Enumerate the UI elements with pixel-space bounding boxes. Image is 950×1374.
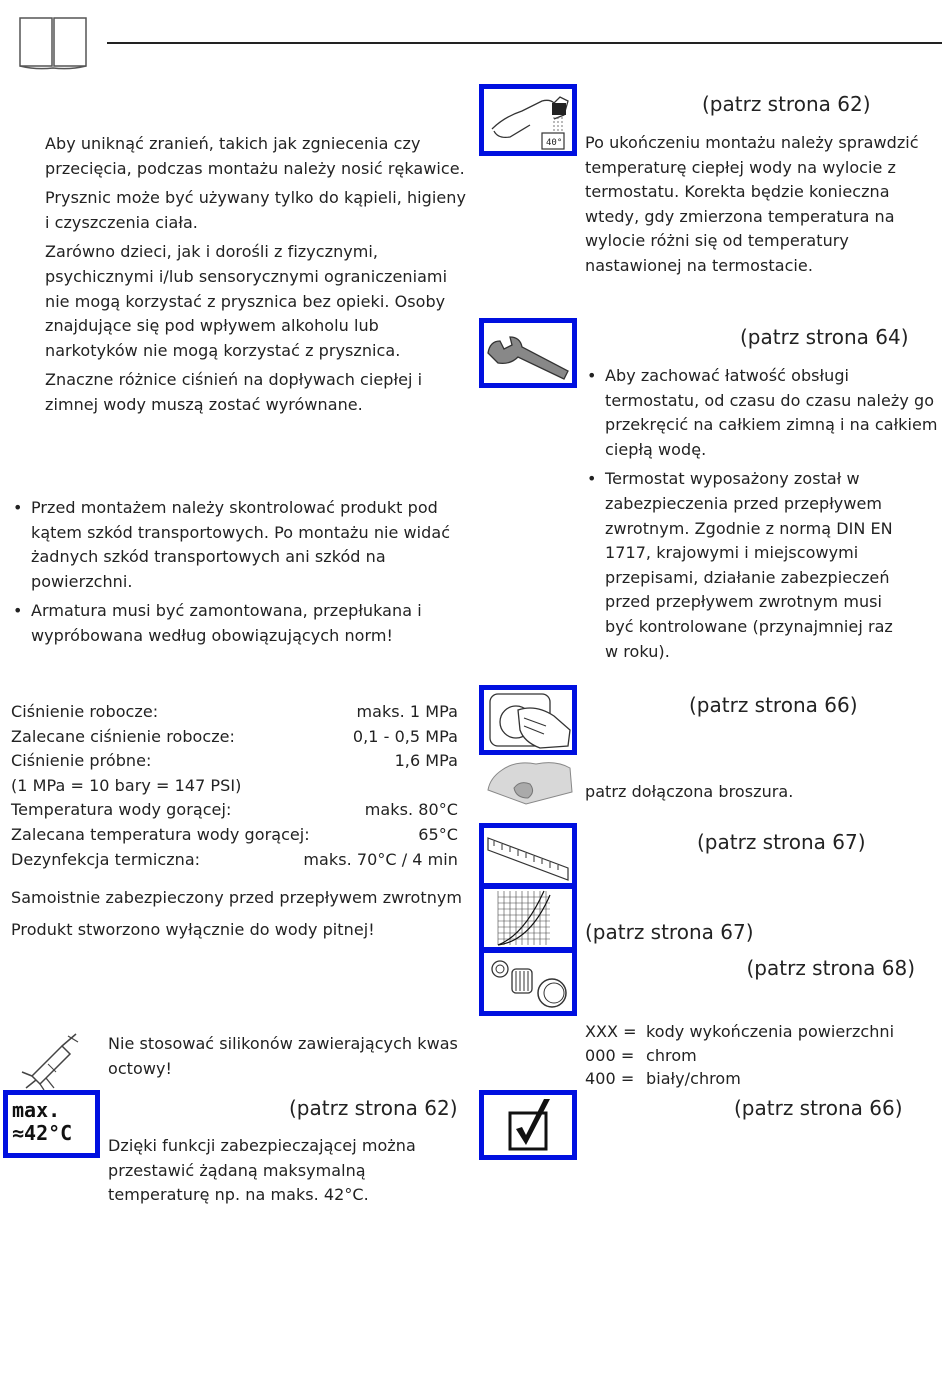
- flow-page-ref: (patrz strona 67): [585, 920, 754, 944]
- header-rule: [107, 42, 942, 44]
- spec-row: [11, 774, 458, 799]
- calibration-page-ref: (patrz strona 62): [702, 92, 871, 116]
- safety-paragraph: Prysznic może być używany tylko do kąpieli, higieny i czyszczenia ciała.: [45, 188, 466, 232]
- finish-code: 400 =: [585, 1069, 635, 1089]
- install-notes: [11, 496, 451, 654]
- maintenance-bullet: • Aby zachować łatwość obsługi termostatu, od czasu do czasu należy go przekręcić na całkiem zimną i na całkiem ciepłą wodę.: [585, 364, 945, 462]
- finish-codes: [585, 1020, 945, 1092]
- wrench-icon: [479, 318, 577, 388]
- spec-row: [11, 725, 458, 750]
- silicone-gun-icon: [18, 1032, 82, 1094]
- spec-row: [11, 749, 458, 774]
- parts-page-ref: (patrz strona 68): [746, 956, 915, 980]
- backflow-note: Samoistnie zabezpieczony przed przepływem zwrotnym: [11, 888, 463, 907]
- cleaning-hand-icon: [486, 758, 574, 816]
- install-bullet: • Armatura musi być zamontowana, przepłukana i wypróbowana według obowiązujących norm!: [11, 599, 451, 648]
- maintenance-bullet: • Termostat wyposażony został w zabezpieczenia przed przepływem zwrotnym. Zgodnie z normą DIN EN 1717, krajowymi i miejscowymi przepisami, działanie zabezpieczeń przed przepływem zwrotnym musi być kontrolowane (przynajmniej raz w roku).: [585, 467, 905, 664]
- test-checkmark-icon: [479, 1090, 577, 1160]
- max-icon-line2: ≈42°C: [12, 1121, 73, 1145]
- max-temp-text: Dzięki funkcji zabezpieczającej można przestawić żądaną maksymalną temperaturę np. na maks. 42°C.: [108, 1136, 416, 1205]
- safety-paragraph: Zarówno dzieci, jak i dorośli z fizycznymi, psychicznymi i/lub sensorycznymi ograniczeniami nie mogą korzystać z prysznica bez opieki. Osoby znajdujące się pod wpływem alkoholu lub narkotyków nie mogą korzystać z prysznica.: [45, 242, 448, 360]
- safety-paragraph: Aby uniknąć zranień, takich jak zgniecenia czy przecięcia, podczas montażu należy nosić rękawice.: [45, 134, 465, 178]
- max-temperature-icon: [3, 1090, 100, 1158]
- install-bullet: • Przed montażem należy skontrolować produkt pod kątem szkód transportowych. Po montażu nie widać żadnych szkód transportowych ani szkód na powierzchni.: [11, 496, 451, 594]
- spare-parts-icon: [479, 948, 577, 1016]
- safety-paragraph: Znaczne różnice ciśnień na dopływach ciepłej i zimnej wody muszą zostać wyrównane.: [45, 370, 423, 414]
- dimensions-page-ref: (patrz strona 67): [697, 830, 866, 854]
- operation-handle-icon: [479, 685, 577, 755]
- spec-label: Ciśnienie próbne:: [11, 751, 152, 771]
- spec-value: 1,6 MPa: [394, 751, 458, 771]
- spec-row: [11, 700, 458, 725]
- finish-code: 000 =: [585, 1045, 635, 1065]
- spec-label: Zalecana temperatura wody gorącej:: [11, 824, 310, 844]
- calibration-icon: [479, 84, 577, 156]
- finish-name: kody wykończenia powierzchni: [646, 1022, 895, 1041]
- spec-value: maks. 1 MPa: [356, 702, 458, 721]
- test-page-ref: (patrz strona 66): [734, 1096, 903, 1120]
- max-temp-page-ref: (patrz strona 62): [289, 1096, 458, 1120]
- finish-row: [585, 1067, 945, 1092]
- manual-book-icon: [18, 14, 88, 74]
- finish-row: [585, 1020, 945, 1045]
- spec-value: maks. 80°C: [364, 800, 458, 820]
- finish-name: biały/chrom: [646, 1069, 741, 1089]
- technical-specs: [11, 700, 458, 872]
- safety-section: [45, 132, 467, 423]
- spec-row: [11, 848, 458, 873]
- spec-row: [11, 798, 458, 823]
- finish-code: XXX =: [585, 1022, 637, 1041]
- maintenance-notes: [585, 364, 945, 669]
- calibration-text: Po ukończeniu montażu należy sprawdzić temperaturę ciepłej wody na wylocie z termostatu. Korekta będzie konieczna wtedy, gdy zmierzona temperatura na wylocie różni się od temperatury nastawionej na termostacie.: [585, 133, 919, 275]
- spec-value: maks. 70°C / 4 min: [303, 849, 458, 869]
- calibration-icon-readout: 40°: [546, 138, 563, 148]
- operation-page-ref: (patrz strona 66): [689, 693, 858, 717]
- spec-label: Temperatura wody gorącej:: [11, 800, 232, 820]
- max-icon-line1: max.: [12, 1098, 61, 1122]
- spec-value: 65°C: [418, 824, 458, 844]
- spec-label: (1 MPa = 10 bary = 147 PSI): [11, 775, 242, 795]
- spec-row: [11, 823, 458, 848]
- spec-label: Dezynfekcja termiczna:: [11, 849, 201, 869]
- finish-name: chrom: [646, 1045, 697, 1065]
- spec-label: Ciśnienie robocze:: [11, 702, 159, 721]
- spec-label: Zalecane ciśnienie robocze:: [11, 726, 235, 746]
- silicone-warning: Nie stosować silikonów zawierających kwas octowy!: [108, 1034, 458, 1078]
- spec-value: 0,1 - 0,5 MPa: [352, 726, 458, 746]
- finish-row: [585, 1044, 945, 1069]
- dimensions-ruler-icon: [479, 823, 577, 888]
- maintenance-page-ref: (patrz strona 64): [740, 325, 909, 349]
- flow-diagram-icon: [479, 884, 577, 952]
- drinking-water-note: Produkt stworzono wyłącznie do wody pitnej!: [11, 920, 375, 939]
- cleaning-text: patrz dołączona broszura.: [585, 782, 794, 801]
